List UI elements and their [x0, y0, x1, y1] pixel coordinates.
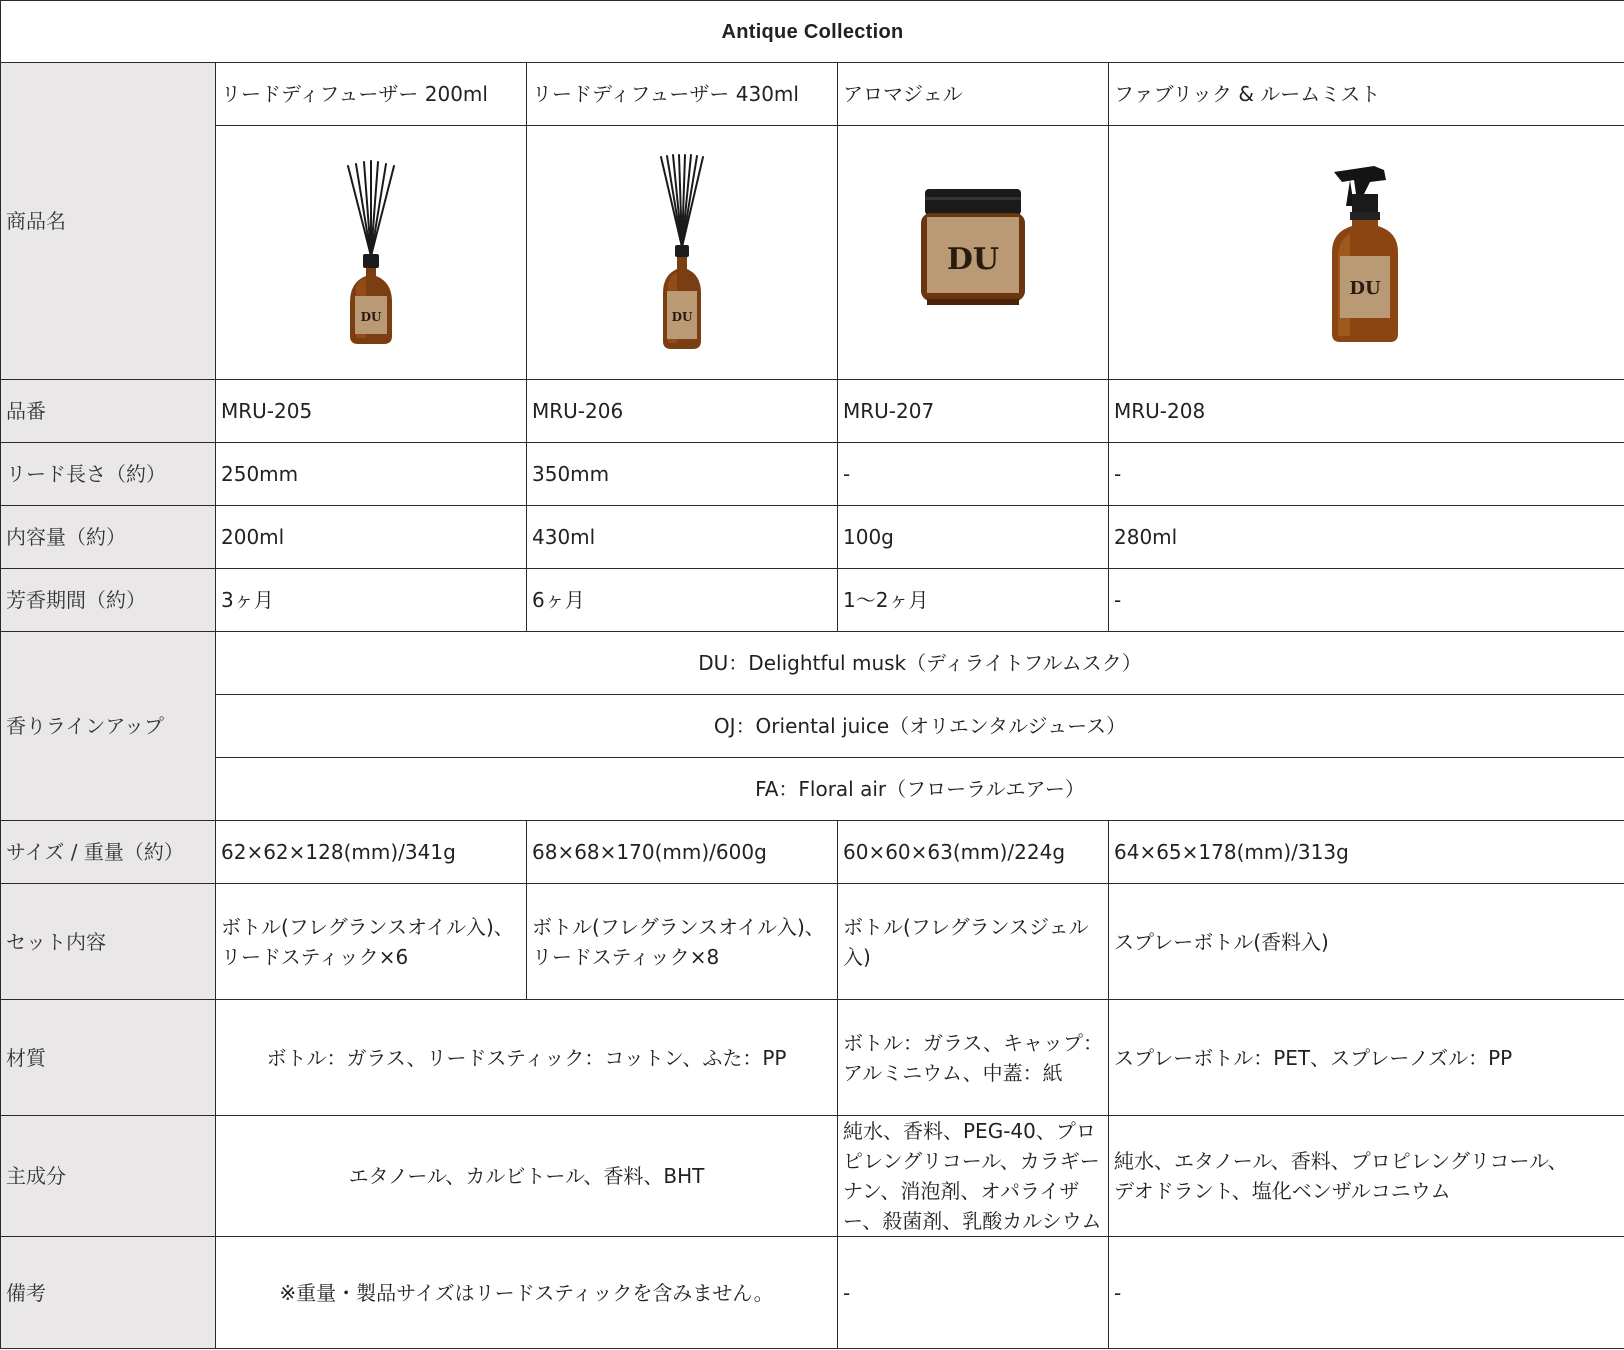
period-mru207: 1〜2ヶ月	[838, 569, 1109, 632]
set-contents-mru205-line2: リードスティック×6	[221, 944, 409, 969]
product-name-mru206: リードディフューザー 430ml	[527, 63, 838, 126]
ingredients-row	[1, 1116, 1624, 1237]
room-mist-spray-image	[1312, 158, 1422, 348]
image-cell-mru208	[1109, 126, 1624, 380]
size-weight-mru207: 60×60×63(mm)/224g	[838, 821, 1109, 884]
set-contents-mru208: スプレーボトル(香料入)	[1109, 884, 1624, 1000]
ingredients-mru207: 純水、香料、PEG-40、プロピレングリコール、カラギーナン、消泡剤、オパライザー、殺菌剤、乳酸カルシウム	[838, 1116, 1109, 1237]
scent-fa: FA：Floral air（フローラルエアー）	[216, 758, 1624, 821]
ingredients-mru208	[1109, 1116, 1624, 1237]
title-row	[1, 1, 1624, 63]
product-name-mru205: リードディフューザー 200ml	[216, 63, 527, 126]
label-set-contents: セット内容	[1, 884, 216, 1000]
label-product-number: 品番	[1, 380, 216, 443]
reed-length-row	[1, 443, 1624, 506]
label-content-volume: 内容量（約）	[1, 506, 216, 569]
product-name-mru208: ファブリック & ルームミスト	[1109, 63, 1624, 126]
scent-row-du	[1, 632, 1624, 695]
image-cell-mru206	[527, 126, 838, 380]
material-row	[1, 1000, 1624, 1116]
room-mist-label-text: DU	[1348, 277, 1381, 299]
volume-mru205: 200ml	[216, 506, 527, 569]
label-scent-lineup: 香りラインアップ	[1, 632, 216, 821]
product-number-row	[1, 380, 1624, 443]
period-mru208: -	[1109, 569, 1624, 632]
product-number-mru208: MRU-208	[1109, 380, 1624, 443]
aroma-gel-label-text: DU	[946, 241, 1000, 277]
material-mru208: スプレーボトル：PET、スプレーノズル：PP	[1109, 1000, 1624, 1116]
notes-mru207: -	[838, 1237, 1109, 1349]
size-weight-mru205: 62×62×128(mm)/341g	[216, 821, 527, 884]
table-title: Antique Collection	[1, 1, 1624, 63]
label-product-name: 商品名	[1, 63, 216, 380]
reed-length-mru207: -	[838, 443, 1109, 506]
product-number-mru205: MRU-205	[216, 380, 527, 443]
set-contents-mru206-line1: ボトル(フレグランスオイル入)、	[532, 914, 825, 939]
set-contents-mru205-line1: ボトル(フレグランスオイル入)、	[221, 914, 514, 939]
period-mru206: 6ヶ月	[527, 569, 838, 632]
label-reed-length: リード長さ（約）	[1, 443, 216, 506]
product-name-row	[1, 63, 1624, 126]
diffuser-430-label-text: DU	[671, 309, 693, 324]
scent-row-oj	[1, 695, 1624, 758]
product-image-row	[1, 126, 1624, 380]
ingredients-mru208-line1: 純水、エタノール、香料、プロピレングリコール、	[1114, 1149, 1568, 1173]
size-weight-mru208: 64×65×178(mm)/313g	[1109, 821, 1624, 884]
volume-mru208: 280ml	[1109, 506, 1624, 569]
size-weight-mru206: 68×68×170(mm)/600g	[527, 821, 838, 884]
period-mru205: 3ヶ月	[216, 569, 527, 632]
material-mru207: ボトル：ガラス、キャップ：アルミニウム、中蓋：紙	[838, 1000, 1109, 1116]
product-number-mru207: MRU-207	[838, 380, 1109, 443]
reed-length-mru205: 250mm	[216, 443, 527, 506]
aroma-gel-jar-image	[913, 183, 1033, 323]
size-weight-row	[1, 821, 1624, 884]
volume-mru207: 100g	[838, 506, 1109, 569]
image-cell-mru205	[216, 126, 527, 380]
diffuser-200-label-text: DU	[360, 309, 382, 324]
scent-row-fa	[1, 758, 1624, 821]
product-number-mru206: MRU-206	[527, 380, 838, 443]
set-contents-row	[1, 884, 1624, 1000]
ingredients-mru208-line2: デオドラント、塩化ベンザルコニウム	[1114, 1179, 1451, 1203]
notes-mru208: -	[1109, 1237, 1624, 1349]
label-notes: 備考	[1, 1237, 216, 1349]
notes-diffusers: ※重量・製品サイズはリードスティックを含みません。	[216, 1237, 838, 1349]
label-size-weight: サイズ / 重量（約）	[1, 821, 216, 884]
reed-diffuser-430-image	[637, 153, 727, 353]
label-fragrance-period: 芳香期間（約）	[1, 569, 216, 632]
set-contents-mru206-line2: リードスティック×8	[532, 944, 720, 969]
set-contents-mru205	[216, 884, 527, 1000]
image-cell-mru207	[838, 126, 1109, 380]
material-diffusers: ボトル：ガラス、リードスティック：コットン、ふた：PP	[216, 1000, 838, 1116]
product-name-mru207: アロマジェル	[838, 63, 1109, 126]
reed-length-mru208: -	[1109, 443, 1624, 506]
volume-mru206: 430ml	[527, 506, 838, 569]
reed-length-mru206: 350mm	[527, 443, 838, 506]
ingredients-diffusers: エタノール、カルビトール、香料、BHT	[216, 1116, 838, 1237]
set-contents-mru207: ボトル(フレグランスジェル入)	[838, 884, 1109, 1000]
fragrance-period-row	[1, 569, 1624, 632]
content-volume-row	[1, 506, 1624, 569]
scent-oj: OJ：Oriental juice（オリエンタルジュース）	[216, 695, 1624, 758]
label-material: 材質	[1, 1000, 216, 1116]
set-contents-mru206	[527, 884, 838, 1000]
notes-row	[1, 1237, 1624, 1349]
reed-diffuser-200-image	[326, 158, 416, 348]
scent-du: DU：Delightful musk（ディライトフルムスク）	[216, 632, 1624, 695]
label-main-ingredients: 主成分	[1, 1116, 216, 1237]
